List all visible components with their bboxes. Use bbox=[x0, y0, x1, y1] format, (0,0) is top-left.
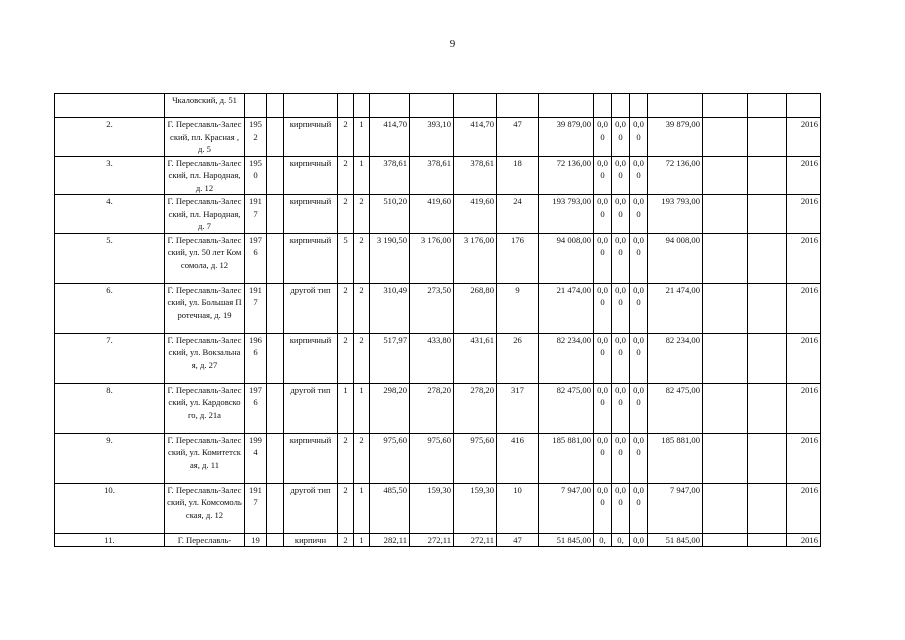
area-common-cell: 268,80 bbox=[454, 283, 497, 333]
total-cost-cell: 193 793,00 bbox=[648, 195, 703, 234]
fund-cell-1: 0,00 bbox=[594, 483, 612, 533]
year-built-cell: 1994 bbox=[245, 433, 267, 483]
table-row bbox=[55, 483, 821, 533]
floors-cell: 5 bbox=[338, 233, 354, 283]
total-cost-cell: 21 474,00 bbox=[648, 283, 703, 333]
address-cell: Г. Переславль-Залесский, пл. Народная, д. 7 bbox=[165, 195, 245, 234]
cost-cell: 7 947,00 bbox=[539, 483, 594, 533]
wall-material-cell: другой тип bbox=[284, 383, 338, 433]
cost-cell: 82 475,00 bbox=[539, 383, 594, 433]
page-number: 9 bbox=[449, 38, 456, 50]
fund-cell-1: 0,00 bbox=[594, 118, 612, 157]
completion-year-cell: 2016 bbox=[787, 433, 821, 483]
completion-year-cell: 2016 bbox=[787, 118, 821, 157]
entrances-cell: 2 bbox=[354, 333, 370, 383]
area-total-cell: 975,60 bbox=[370, 433, 410, 483]
year-built-cell: 1952 bbox=[245, 118, 267, 157]
area-living-cell: 3 176,00 bbox=[410, 233, 454, 283]
wall-material-cell: кирпичный bbox=[284, 233, 338, 283]
wall-material-cell: кирпичный bbox=[284, 333, 338, 383]
fund-cell-1: 0,00 bbox=[594, 195, 612, 234]
table-row bbox=[55, 333, 821, 383]
completion-year-cell: 2016 bbox=[787, 533, 821, 547]
fund-cell-1: 0,00 bbox=[594, 383, 612, 433]
year-built-cell: 1950 bbox=[245, 156, 267, 195]
total-cost-cell: 51 845,00 bbox=[648, 533, 703, 547]
floors-cell: 2 bbox=[338, 433, 354, 483]
total-cost-cell: 185 881,00 bbox=[648, 433, 703, 483]
cost-cell: 193 793,00 bbox=[539, 195, 594, 234]
total-cost-cell: 82 234,00 bbox=[648, 333, 703, 383]
wall-material-cell: кирпичный bbox=[284, 433, 338, 483]
table-row bbox=[55, 118, 821, 157]
total-cost-cell: 72 136,00 bbox=[648, 156, 703, 195]
completion-year-cell: 2016 bbox=[787, 483, 821, 533]
area-total-cell: 282,11 bbox=[370, 533, 410, 547]
residents-cell: 317 bbox=[497, 383, 539, 433]
address-cell: Г. Переславль-Залесский, ул. 50 лет Комсомола, д. 12 bbox=[165, 233, 245, 283]
wall-material-cell: другой тип bbox=[284, 483, 338, 533]
cost-cell: 51 845,00 bbox=[539, 533, 594, 547]
row-number: 4. bbox=[55, 195, 165, 234]
area-total-cell: 510,20 bbox=[370, 195, 410, 234]
residents-cell: 47 bbox=[497, 118, 539, 157]
fund-cell-1: 0,00 bbox=[594, 283, 612, 333]
total-cost-cell: 39 879,00 bbox=[648, 118, 703, 157]
residents-cell: 176 bbox=[497, 233, 539, 283]
cost-cell: 39 879,00 bbox=[539, 118, 594, 157]
completion-year-cell: 2016 bbox=[787, 195, 821, 234]
area-common-cell: 378,61 bbox=[454, 156, 497, 195]
fund-cell-3: 0,00 bbox=[630, 433, 648, 483]
floors-cell: 2 bbox=[338, 333, 354, 383]
year-built-cell: 1917 bbox=[245, 195, 267, 234]
row-number: 11. bbox=[55, 533, 165, 547]
fund-cell-1: 0,00 bbox=[594, 333, 612, 383]
table-row bbox=[55, 195, 821, 234]
area-total-cell: 378,61 bbox=[370, 156, 410, 195]
cost-cell: 185 881,00 bbox=[539, 433, 594, 483]
address-cell: Г. Переславль-Залесский, пл. Народная, д. 12 bbox=[165, 156, 245, 195]
fund-cell-2: 0,00 bbox=[612, 433, 630, 483]
area-total-cell: 517,97 bbox=[370, 333, 410, 383]
entrances-cell: 2 bbox=[354, 433, 370, 483]
year-built-cell: 1976 bbox=[245, 233, 267, 283]
residents-cell: 47 bbox=[497, 533, 539, 547]
area-living-cell: 159,30 bbox=[410, 483, 454, 533]
entrances-cell: 2 bbox=[354, 195, 370, 234]
residents-cell: 416 bbox=[497, 433, 539, 483]
floors-cell: 2 bbox=[338, 118, 354, 157]
fund-cell-3: 0,00 bbox=[630, 483, 648, 533]
entrances-cell: 1 bbox=[354, 156, 370, 195]
fund-cell-2: 0,00 bbox=[612, 156, 630, 195]
completion-year-cell: 2016 bbox=[787, 333, 821, 383]
residents-cell: 26 bbox=[497, 333, 539, 383]
table-row bbox=[55, 533, 821, 547]
area-living-cell: 378,61 bbox=[410, 156, 454, 195]
entrances-cell: 2 bbox=[354, 233, 370, 283]
fund-cell-2: 0,00 bbox=[612, 195, 630, 234]
row-number: 3. bbox=[55, 156, 165, 195]
year-built-cell: 1966 bbox=[245, 333, 267, 383]
area-living-cell: 278,20 bbox=[410, 383, 454, 433]
row-number: 2. bbox=[55, 118, 165, 157]
area-common-cell: 159,30 bbox=[454, 483, 497, 533]
fund-cell-3: 0,00 bbox=[630, 118, 648, 157]
row-number: 6. bbox=[55, 283, 165, 333]
housing-table bbox=[54, 93, 821, 547]
cost-cell: 94 008,00 bbox=[539, 233, 594, 283]
row-number: 7. bbox=[55, 333, 165, 383]
fund-cell-3: 0,00 bbox=[630, 333, 648, 383]
address-cell: Г. Переславль- bbox=[165, 533, 245, 547]
fund-cell-2: 0,00 bbox=[612, 383, 630, 433]
wall-material-cell: кирпичный bbox=[284, 118, 338, 157]
table-row bbox=[55, 156, 821, 195]
total-cost-cell: 94 008,00 bbox=[648, 233, 703, 283]
table-row bbox=[55, 383, 821, 433]
entrances-cell: 1 bbox=[354, 118, 370, 157]
fund-cell-2: 0,00 bbox=[612, 118, 630, 157]
area-common-cell: 431,61 bbox=[454, 333, 497, 383]
row-number: 10. bbox=[55, 483, 165, 533]
year-built-cell: 1976 bbox=[245, 383, 267, 433]
table-row bbox=[55, 233, 821, 283]
fund-cell-3: 0,00 bbox=[630, 383, 648, 433]
fund-cell-2: 0, bbox=[612, 533, 630, 547]
floors-cell: 2 bbox=[338, 483, 354, 533]
cost-cell: 72 136,00 bbox=[539, 156, 594, 195]
residents-cell: 18 bbox=[497, 156, 539, 195]
year-built-cell: 1917 bbox=[245, 283, 267, 333]
area-total-cell: 3 190,50 bbox=[370, 233, 410, 283]
table-row bbox=[55, 433, 821, 483]
area-living-cell: 419,60 bbox=[410, 195, 454, 234]
completion-year-cell: 2016 bbox=[787, 283, 821, 333]
fund-cell-3: 0,00 bbox=[630, 283, 648, 333]
total-cost-cell: 82 475,00 bbox=[648, 383, 703, 433]
floors-cell: 2 bbox=[338, 283, 354, 333]
floors-cell: 2 bbox=[338, 195, 354, 234]
year-built-cell: 1917 bbox=[245, 483, 267, 533]
completion-year-cell: 2016 bbox=[787, 383, 821, 433]
address-cell: Г. Переславль-Залесский, пл. Красная , д. 5 bbox=[165, 118, 245, 157]
entrances-cell: 2 bbox=[354, 283, 370, 333]
table-row-continuation bbox=[55, 94, 821, 118]
total-cost-cell: 7 947,00 bbox=[648, 483, 703, 533]
residents-cell: 9 bbox=[497, 283, 539, 333]
cost-cell: 21 474,00 bbox=[539, 283, 594, 333]
area-total-cell: 310,49 bbox=[370, 283, 410, 333]
completion-year-cell: 2016 bbox=[787, 233, 821, 283]
cost-cell: 82 234,00 bbox=[539, 333, 594, 383]
area-living-cell: 272,11 bbox=[410, 533, 454, 547]
floors-cell: 2 bbox=[338, 533, 354, 547]
area-common-cell: 278,20 bbox=[454, 383, 497, 433]
row-number: 8. bbox=[55, 383, 165, 433]
fund-cell-3: 0,0 bbox=[630, 533, 648, 547]
entrances-cell: 1 bbox=[354, 533, 370, 547]
fund-cell-1: 0, bbox=[594, 533, 612, 547]
area-common-cell: 975,60 bbox=[454, 433, 497, 483]
floors-cell: 2 bbox=[338, 156, 354, 195]
row-number: 5. bbox=[55, 233, 165, 283]
area-total-cell: 485,50 bbox=[370, 483, 410, 533]
floors-cell: 1 bbox=[338, 383, 354, 433]
address-cell: Г. Переславль-Залесский, ул. Вокзальная, д. 27 bbox=[165, 333, 245, 383]
entrances-cell: 1 bbox=[354, 383, 370, 433]
area-common-cell: 3 176,00 bbox=[454, 233, 497, 283]
entrances-cell: 1 bbox=[354, 483, 370, 533]
row-number: 9. bbox=[55, 433, 165, 483]
fund-cell-2: 0,00 bbox=[612, 333, 630, 383]
fund-cell-3: 0,00 bbox=[630, 195, 648, 234]
address-cell: Г. Переславль-Залесский, ул. Кардовского, д. 21а bbox=[165, 383, 245, 433]
area-living-cell: 273,50 bbox=[410, 283, 454, 333]
table-row bbox=[55, 283, 821, 333]
fund-cell-3: 0,00 bbox=[630, 233, 648, 283]
year-built-cell: 19 bbox=[245, 533, 267, 547]
wall-material-cell: кирпичный bbox=[284, 156, 338, 195]
residents-cell: 10 bbox=[497, 483, 539, 533]
area-living-cell: 975,60 bbox=[410, 433, 454, 483]
area-living-cell: 433,80 bbox=[410, 333, 454, 383]
wall-material-cell: кирпичн bbox=[284, 533, 338, 547]
address-cell: Г. Переславль-Залесский, ул. Большая Протечная, д. 19 bbox=[165, 283, 245, 333]
fund-cell-1: 0,00 bbox=[594, 156, 612, 195]
area-total-cell: 414,70 bbox=[370, 118, 410, 157]
wall-material-cell: другой тип bbox=[284, 283, 338, 333]
fund-cell-2: 0,00 bbox=[612, 283, 630, 333]
fund-cell-1: 0,00 bbox=[594, 433, 612, 483]
area-living-cell: 393,10 bbox=[410, 118, 454, 157]
area-common-cell: 272,11 bbox=[454, 533, 497, 547]
fund-cell-1: 0,00 bbox=[594, 233, 612, 283]
fund-cell-2: 0,00 bbox=[612, 233, 630, 283]
residents-cell: 24 bbox=[497, 195, 539, 234]
wall-material-cell: кирпичный bbox=[284, 195, 338, 234]
address-cell: Г. Переславль-Залесский, ул. Комсомольская, д. 12 bbox=[165, 483, 245, 533]
address-cell: Чкаловский, д. 51 bbox=[165, 94, 245, 118]
fund-cell-3: 0,00 bbox=[630, 156, 648, 195]
address-cell: Г. Переславль-Залесский, ул. Комитетская, д. 11 bbox=[165, 433, 245, 483]
area-common-cell: 419,60 bbox=[454, 195, 497, 234]
completion-year-cell: 2016 bbox=[787, 156, 821, 195]
area-common-cell: 414,70 bbox=[454, 118, 497, 157]
fund-cell-2: 0,00 bbox=[612, 483, 630, 533]
area-total-cell: 298,20 bbox=[370, 383, 410, 433]
